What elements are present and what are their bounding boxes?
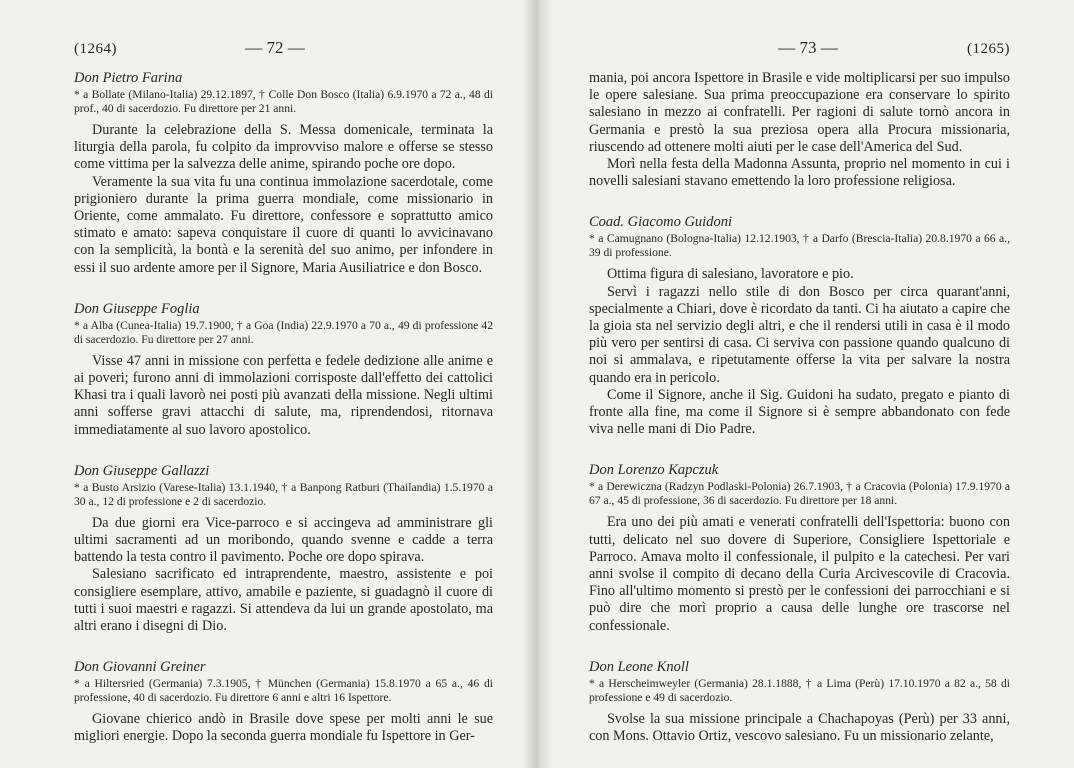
- entry-bio: * a Busto Arsizio (Varese-Italia) 13.1.1940, † a Banpong Ratburi (Thailandia) 1.5.1970 a 30 a., 12 di professione e 2 di sacerdozio.: [74, 480, 493, 508]
- obituary-entry: [589, 462, 1010, 634]
- right-page-number: — 73 —: [778, 38, 838, 57]
- obituary-entry: [589, 659, 1010, 745]
- entry-name: Don Giuseppe Foglia: [74, 300, 200, 317]
- entry-paragraph: Giovane chierico andò in Brasile dove spese per molti anni le sue migliori energie. Dopo la seconda guerra mondiale fu Ispettore in Ger-: [74, 711, 493, 745]
- continued-text: [589, 70, 1010, 190]
- entry-paragraph: mania, poi ancora Ispettore in Brasile e vide moltiplicarsi per suo impulso le opere salesiane. Sua prima preoccupazione era conservare lo spirito salesiano in mezzo ai confratelli. Per ragioni di salute tornò ancora in Germania e prestò la sua preziosa opera alla Procura missionaria, riuscendo ad ottenere molti aiuti per le case dell'America del Sud.: [589, 70, 1010, 155]
- entry-bio: * a Camugnano (Bologna-Italia) 12.12.1903, † a Darfo (Brescia-Italia) 20.8.1970 a 66 a., 39 di professione.: [589, 232, 1010, 260]
- entry-paragraph: Veramente la sua vita fu una continua immolazione sacerdotale, come prigioniero durante la prima guerra mondiale, come missionario in Oriente, come ammalato. Fu direttore, confessore e soprattutto amico stimato e amato: sapeva conquistare il cuore di quanti lo avvicinavano con la semplicità, la bontà e la serenità del suo animo, per infondere in essi il suo ardente amore per il Signore, Maria Ausiliatrice e don Bosco.: [74, 173, 493, 276]
- entry-bio: * a Bollate (Milano-Italia) 29.12.1897, † Colle Don Bosco (Italia) 6.9.1970 a 72 a., 48 di prof., 40 di sacerdozio. Fu direttore per 21 anni.: [74, 88, 493, 115]
- obituary-entry: [589, 214, 1010, 438]
- entry-paragraph: Durante la celebrazione della S. Messa domenicale, terminata la liturgia della parola, fu colpito da improvviso malore e offerse se stesso come vittima per la salvezza delle anime, spirando poche ore dopo.: [74, 122, 493, 173]
- obituary-entry: [74, 659, 493, 745]
- right-volume-number: (1265): [967, 41, 1010, 57]
- entry-bio: * a Hiltersried (Germania) 7.3.1905, † München (Germania) 15.8.1970 a 65 a., 46 di professione, 40 di sacerdozio. Fu direttore 6 anni e altri 16 Ispettore.: [74, 677, 493, 705]
- entry-paragraph: Da due giorni era Vice-parroco e si accingeva ad amministrare gli ultimi sacramenti ad un moribondo, quando svenne e cadde a terra battendo la testa contro il pavimento. Poche ore dopo spirava.: [74, 514, 493, 566]
- obituary-entry: [74, 463, 493, 635]
- entry-name: Don Pietro Farina: [74, 70, 183, 86]
- right-page: [537, 0, 1074, 768]
- obituary-entry: [74, 301, 493, 439]
- left-volume-number: (1264): [74, 41, 117, 57]
- entry-paragraph: Ottima figura di salesiano, lavoratore e pio.: [607, 266, 854, 283]
- entry-paragraph: Era uno dei più amati e venerati confratelli dell'Ispettoria: buono con tutti, delicato nel suo dovere di Superiore, Consigliere Ispettoriale e Parroco. Amava molto il confessionale, il pulpito e la catechesi. Per vari anni svolse il compito di decano della Curia Arcivescovile di Cracovia. Fino all'ultimo momento si prestò per le confessioni dei parrocchiani e si può dire che morì proprio a causa delle lunghe ore trascorse nel confessionale.: [589, 514, 1010, 634]
- entry-paragraph: Svolse la sua missione principale a Chachapoyas (Perù) per 33 anni, con Mons. Ottavio Ortiz, vescovo salesiano. Fu un missionario zelante,: [589, 710, 1010, 745]
- entry-paragraph: Visse 47 anni in missione con perfetta e fedele dedizione alle anime e ai poveri; furono anni di immolazioni corrisposte dall'effetto dei cattolici Khasi tra i quali lavorò nei posti più avanzati della missione. Negli ultimi anni sofferse gravi attacchi di salute, ma, riprendendosi, ritornava immediatamente al suo lavoro apostolico.: [74, 352, 493, 438]
- entry-bio: * a Herscheimweyler (Germania) 28.1.1888, † a Lima (Perù) 17.10.1970 a 82 a., 58 di professione e 49 di sacerdozio.: [589, 676, 1010, 704]
- entry-paragraph: Salesiano sacrificato ed intraprendente, maestro, assistente e poi consigliere esemplare, attivo, amabile e paziente, si guadagnò il cuore di tutti i suoi maestri e ragazzi. Si attendeva da lui un grande apostolato, ma altri erano i disegni di Dio.: [74, 566, 493, 635]
- obituary-entry: [74, 70, 493, 277]
- entry-paragraph: Come il Signore, anche il Sig. Guidoni ha sudato, pregato e pianto di fronte alla fine, ma come il Signore si è sempre abbandonato con fede viva nelle mani di Dio Padre.: [589, 386, 1010, 438]
- entry-bio: * a Derewiczna (Radzyn Podlaski-Polonia) 26.7.1903, † a Cracovia (Polonia) 17.9.1970 a 67 a., 45 di professione, 36 di sacerdozio. Fu direttore per 18 anni.: [589, 480, 1010, 508]
- entry-name: Don Giovanni Greiner: [74, 659, 206, 676]
- entry-name: Don Lorenzo Kapczuk: [589, 462, 719, 479]
- entry-paragraph: Servì i ragazzi nello stile di don Bosco per circa quarant'anni, specialmente a Chiari, dove è ricordato da tanti. Ci ha aiutato a capire che la gioia sta nel servizio degli altri, e che il rendersi utili in casa è il modo più vero per sentirsi di casa. Ci serviva con passione quando qualcuno di noi si ammalava, e ripetutamente offerse la vita per salvare la nostra quando era in pericolo.: [589, 283, 1010, 386]
- entry-name: Don Leone Knoll: [589, 658, 689, 675]
- entry-name: Don Giuseppe Gallazzi: [74, 462, 210, 479]
- entry-bio: * a Alba (Cunea-Italia) 19.7.1900, † a Goa (India) 22.9.1970 a 70 a., 49 di professione 42 di sacerdozio. Fu direttore per 27 anni.: [74, 318, 493, 346]
- left-page-number: — 72 —: [245, 38, 305, 57]
- entry-name: Coad. Giacomo Guidoni: [589, 214, 732, 231]
- left-page-header: [74, 38, 493, 64]
- entry-paragraph: Morì nella festa della Madonna Assunta, proprio nel momento in cui i novelli salesiani stavano emettendo la loro professione religiosa.: [589, 156, 1010, 190]
- right-page-header: [589, 38, 1010, 64]
